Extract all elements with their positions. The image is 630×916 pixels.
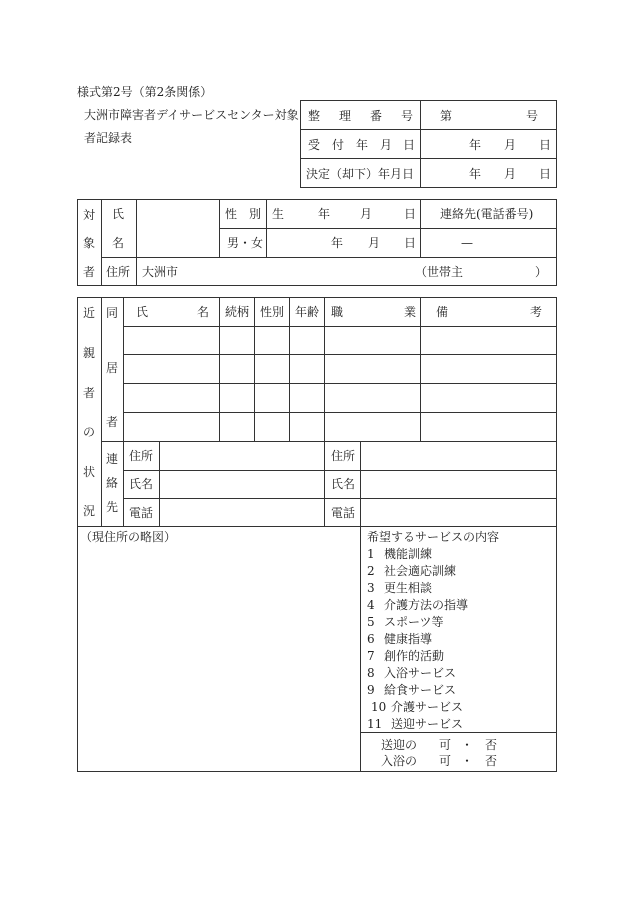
reception-month: 月 [504,138,517,152]
contact-name-label-right: 氏名 [331,477,356,491]
subject-name-label-1: 氏 [111,207,124,221]
subject-date-day: 日 [404,236,417,250]
subject-address-label: 住所 [106,265,131,279]
subject-contact-dash: — [461,236,473,250]
header-remarks-1: 備 [436,305,449,319]
decision-day: 日 [539,167,552,181]
reception-year: 年 [469,138,482,152]
subject-birth-day: 日 [404,207,417,221]
subject-date-year: 年 [331,236,344,250]
contact-address-label-left: 住所 [129,449,154,463]
bottom-section [77,526,557,772]
subject-date-month: 月 [368,236,381,250]
document-title-line1: 大洲市障害者デイサービスセンター対象 [84,108,299,122]
header-remarks-2: 考 [530,305,543,319]
registry-go-label: 号 [526,109,539,123]
contact-phone-label-left: 電話 [129,506,154,520]
decision-date-label: 決定（却下）年月日 [306,167,415,181]
services-title: 希望するサービスの内容 [367,530,500,544]
header-name-2: 名 [197,305,210,319]
map-label: （現住所の略図） [80,530,177,544]
subject-contact-label: 連絡先(電話番号) [440,207,534,221]
subject-household: （世帯主 ） [415,265,548,279]
header-sex: 性別 [260,305,285,319]
contact-address-label-right: 住所 [331,449,356,463]
decision-month: 月 [504,167,517,181]
header-relation: 続柄 [225,305,250,319]
contact-name-label-left: 氏名 [129,477,154,491]
decision-year: 年 [469,167,482,181]
form-number: 様式第2号（第2条関係） [77,85,213,99]
subject-name-label-2: 名 [111,236,124,250]
subject-birth-year: 年 [318,207,331,221]
registry-dai-label: 第 [440,109,453,123]
document-title-line2: 者記録表 [84,131,133,145]
header-age: 年齢 [295,305,320,319]
reception-day: 日 [539,138,552,152]
subject-sex-label: 性 別 [225,207,262,221]
subject-address-value: 大洲市 [142,265,179,279]
subject-birth-month: 月 [360,207,373,221]
header-job-2: 業 [404,305,417,319]
subject-sex-options: 男・女 [227,236,264,250]
header-name-1: 氏 [136,305,149,319]
header-job-1: 職 [331,305,344,319]
subject-birth-label: 生 [272,207,285,221]
contact-phone-label-right: 電話 [331,506,356,520]
